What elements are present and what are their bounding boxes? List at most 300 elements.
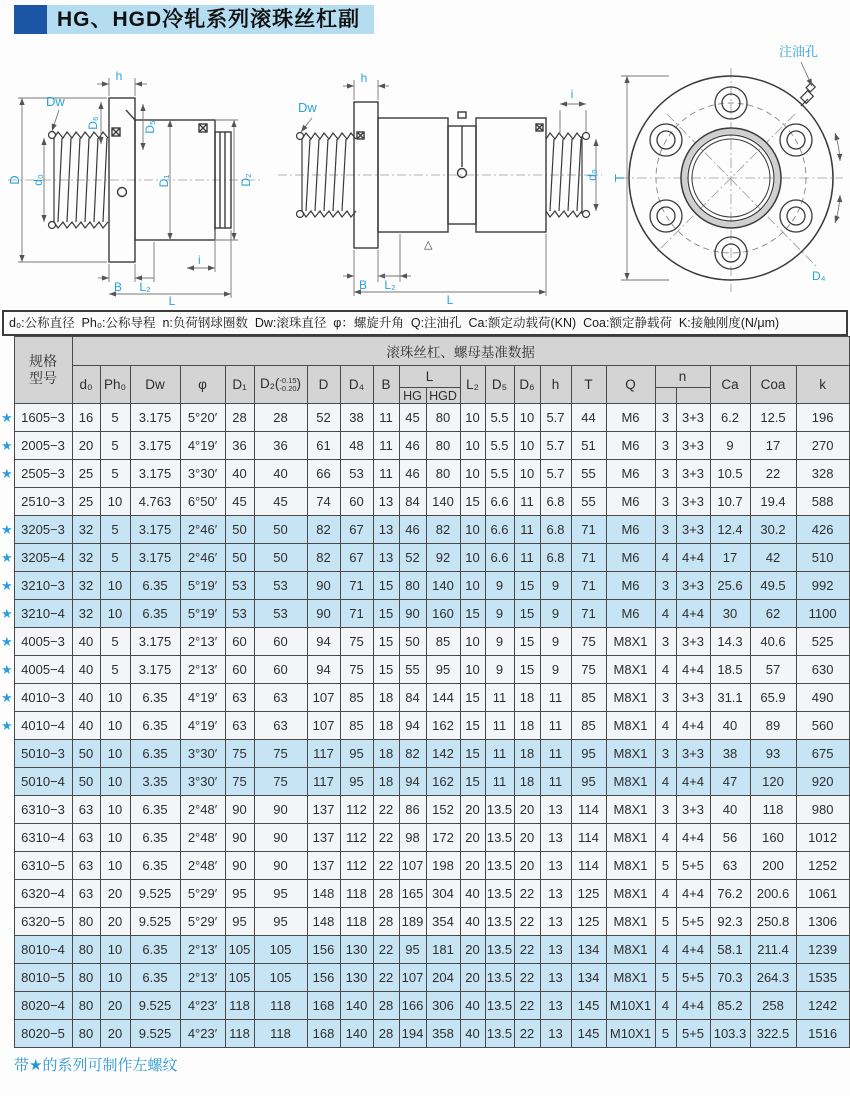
data-cell: 75 [225,740,254,768]
data-cell: 3.175 [130,404,180,432]
data-cell: 86 [399,796,426,824]
data-cell: 5.5 [485,460,514,488]
data-cell: 5.5 [485,432,514,460]
data-cell: 75 [571,628,606,656]
data-cell: 114 [571,824,606,852]
data-cell: 10 [100,768,130,796]
data-cell: 55 [571,460,606,488]
data-cell: 13 [540,796,571,824]
data-cell: 20 [460,964,485,992]
data-cell: 490 [796,684,849,712]
data-cell: 5 [655,964,676,992]
data-cell: 11 [514,516,540,544]
data-cell: 160 [750,824,796,852]
data-cell: 9 [485,628,514,656]
data-cell: 189 [399,908,426,936]
table-row [1,460,849,488]
drawing-double-nut-side-view [274,40,604,306]
data-cell: 71 [571,572,606,600]
data-cell: 3+3 [676,740,710,768]
table-row [1,992,849,1020]
header-n-sub2 [676,388,710,404]
data-cell: 140 [426,488,460,516]
data-cell: 6.35 [130,824,180,852]
data-cell: 6.35 [130,740,180,768]
data-cell: 4°19′ [180,684,225,712]
model-cell: 3210−4 [14,600,72,628]
data-cell: 1252 [796,852,849,880]
data-cell: 10 [460,516,485,544]
data-cell: 140 [426,572,460,600]
data-cell: 6.8 [540,544,571,572]
data-cell: 142 [426,740,460,768]
data-cell: 95 [225,908,254,936]
data-cell: 3+3 [676,628,710,656]
data-cell: 40.6 [750,628,796,656]
data-cell: M6 [606,600,655,628]
data-cell: 95 [254,880,307,908]
data-cell: 85 [571,712,606,740]
data-cell: 12.4 [710,516,750,544]
data-cell: 57 [750,656,796,684]
data-cell: 11 [373,432,399,460]
data-cell: 89 [750,712,796,740]
table-row [1,628,849,656]
data-cell: 144 [426,684,460,712]
data-cell: 6.35 [130,684,180,712]
data-cell: 80 [426,460,460,488]
data-cell: 10.7 [710,488,750,516]
data-cell: 117 [307,768,340,796]
data-cell: 25 [72,488,100,516]
data-cell: 4°19′ [180,712,225,740]
data-cell: 22 [750,460,796,488]
data-cell: 50 [72,740,100,768]
table-row [1,908,849,936]
data-cell: 196 [796,404,849,432]
data-cell: 70.3 [710,964,750,992]
data-cell: 107 [399,852,426,880]
data-cell: 4+4 [676,656,710,684]
data-cell: 18 [514,712,540,740]
grease-nipple [801,83,816,106]
data-cell: 172 [426,824,460,852]
data-cell: 3+3 [676,796,710,824]
table-row [1,516,849,544]
data-cell: 3+3 [676,572,710,600]
data-cell: 20 [100,908,130,936]
data-cell: 11 [514,488,540,516]
data-cell: M6 [606,488,655,516]
model-cell: 2505−3 [14,460,72,488]
data-cell: 107 [307,684,340,712]
data-cell: M8X1 [606,656,655,684]
data-cell: 9 [485,600,514,628]
data-cell: 630 [796,656,849,684]
data-cell: 13.5 [485,908,514,936]
data-cell: 328 [796,460,849,488]
data-cell: 10 [100,964,130,992]
star-gutter [1,337,14,404]
data-cell: 13 [373,544,399,572]
header-l-hg: HG [399,388,426,404]
data-cell: M8X1 [606,628,655,656]
table-row [1,544,849,572]
data-cell: 145 [571,1020,606,1048]
data-cell: 13.5 [485,1020,514,1048]
table-row [1,964,849,992]
data-cell: 80 [72,1020,100,1048]
data-cell: 13 [540,852,571,880]
data-cell: 22 [373,824,399,852]
data-cell: 5+5 [676,852,710,880]
data-cell: 10 [460,572,485,600]
header-ph0: Ph₀ [100,366,130,404]
data-cell: 3.175 [130,656,180,684]
header-n: n [655,366,710,388]
data-cell: 10 [100,796,130,824]
data-cell: 6.35 [130,852,180,880]
data-cell: 3°30′ [180,740,225,768]
data-cell: 75 [340,628,373,656]
data-cell: 95 [571,768,606,796]
table-row [1,880,849,908]
data-cell: 63 [72,852,100,880]
data-cell: 4+4 [676,824,710,852]
data-cell: 15 [460,488,485,516]
header-d2 [254,366,307,404]
data-cell: 44 [571,404,606,432]
data-cell: 15 [373,572,399,600]
data-cell: 40 [460,992,485,1020]
data-cell: 112 [340,796,373,824]
data-cell: 3 [655,432,676,460]
data-cell: 3 [655,572,676,600]
data-cell: 71 [340,572,373,600]
data-cell: 4+4 [676,880,710,908]
data-cell: 55 [399,656,426,684]
dim-label-l2: L₂ [384,278,396,292]
model-cell: 8010−5 [14,964,72,992]
data-cell: 168 [307,1020,340,1048]
oil-port-label: 注油孔 [779,44,819,59]
model-cell: 6310−5 [14,852,72,880]
data-cell: 5 [100,516,130,544]
data-cell: M8X1 [606,852,655,880]
data-cell: 95 [571,740,606,768]
data-cell: 95 [399,936,426,964]
data-cell: 4 [655,600,676,628]
model-cell: 8020−4 [14,992,72,1020]
star-marker [1,488,14,516]
data-cell: M8X1 [606,964,655,992]
data-cell: 85 [426,628,460,656]
data-cell: 32 [72,544,100,572]
data-cell: 103.3 [710,1020,750,1048]
data-cell: 90 [254,852,307,880]
data-cell: 11 [540,712,571,740]
data-cell: 4 [655,824,676,852]
data-cell: 3+3 [676,460,710,488]
data-cell: 74 [307,488,340,516]
header-group: 滚珠丝杠、螺母基准数据 [72,337,849,366]
data-cell: 510 [796,544,849,572]
data-cell: 3.175 [130,460,180,488]
data-cell: 105 [254,964,307,992]
data-cell: 194 [399,1020,426,1048]
data-cell: 5 [100,656,130,684]
data-cell: M8X1 [606,796,655,824]
dim-label-h: h [360,71,368,85]
data-cell: M6 [606,572,655,600]
data-cell: 4.763 [130,488,180,516]
data-cell: 49.5 [750,572,796,600]
data-cell: 1535 [796,964,849,992]
dim-label-h: h [115,69,123,83]
star-marker [1,852,14,880]
data-cell: 5°20′ [180,404,225,432]
data-cell: 94 [399,768,426,796]
data-cell: M6 [606,516,655,544]
data-cell: 98 [399,824,426,852]
data-cell: 40 [710,712,750,740]
header-d: D [307,366,340,404]
data-cell: 5+5 [676,964,710,992]
data-cell: 94 [307,628,340,656]
data-cell: 13 [540,1020,571,1048]
header-dw: Dw [130,366,180,404]
data-cell: 9 [540,600,571,628]
data-cell: 5°29′ [180,880,225,908]
data-cell: 3.175 [130,432,180,460]
data-cell: 28 [373,1020,399,1048]
data-cell: 71 [340,600,373,628]
data-cell: 11 [540,768,571,796]
table-row [1,768,849,796]
model-cell: 8020−5 [14,1020,72,1048]
data-cell: 13 [373,516,399,544]
dim-label-l2: L₂ [139,280,151,294]
data-cell: 20 [460,796,485,824]
star-marker: ★ [1,465,13,481]
data-cell: 11 [373,404,399,432]
data-cell: 18 [373,684,399,712]
data-cell: 145 [571,992,606,1020]
data-cell: 3 [655,404,676,432]
star-marker [1,824,14,852]
data-cell: 10 [460,628,485,656]
data-cell: 4°23′ [180,1020,225,1048]
data-cell: 6.6 [485,516,514,544]
data-cell: 2°13′ [180,628,225,656]
double-nut-body [378,112,546,232]
data-cell: 50 [254,544,307,572]
header-d6: D₆ [514,366,540,404]
data-cell: 60 [254,628,307,656]
model-cell: 4010−3 [14,684,72,712]
star-marker: ★ [1,689,13,705]
data-cell: 15 [460,712,485,740]
data-cell: 5.7 [540,460,571,488]
data-cell: 85 [571,684,606,712]
data-cell: 13 [540,824,571,852]
data-cell: 156 [307,936,340,964]
data-cell: 28 [254,404,307,432]
data-cell: 93 [750,740,796,768]
data-cell: 3.175 [130,628,180,656]
data-cell: 306 [426,992,460,1020]
model-cell: 6320−4 [14,880,72,908]
data-cell: 92 [426,544,460,572]
data-cell: 3.175 [130,544,180,572]
data-cell: 32 [72,516,100,544]
data-cell: 22 [514,908,540,936]
star-marker: ★ [1,661,13,677]
data-cell: 48 [340,432,373,460]
model-cell: 3210−3 [14,572,72,600]
data-cell: 588 [796,488,849,516]
data-cell: 90 [307,600,340,628]
data-cell: 85.2 [710,992,750,1020]
data-cell: 4+4 [676,936,710,964]
data-cell: 5.7 [540,404,571,432]
data-cell: 17 [710,544,750,572]
data-cell: 140 [340,992,373,1020]
data-cell: 90 [225,852,254,880]
dim-label-d5: D₅ [143,120,157,134]
data-cell: 3.35 [130,768,180,796]
data-cell: 75 [225,768,254,796]
data-cell: M6 [606,460,655,488]
data-cell: 10 [460,544,485,572]
data-cell: 22 [373,852,399,880]
data-cell: 52 [399,544,426,572]
data-cell: 22 [373,964,399,992]
header-b: B [373,366,399,404]
data-cell: 5.7 [540,432,571,460]
data-cell: 304 [426,880,460,908]
header-ca: Ca [710,366,750,404]
star-marker [1,1020,14,1048]
data-cell: 9 [540,572,571,600]
data-cell: 2°46′ [180,516,225,544]
model-cell: 5010−4 [14,768,72,796]
data-cell: M8X1 [606,880,655,908]
data-cell: 22 [514,1020,540,1048]
table-row [1,488,849,516]
star-marker [1,740,14,768]
data-cell: 90 [254,796,307,824]
data-cell: 36 [254,432,307,460]
data-cell: M6 [606,544,655,572]
header-l: L [399,366,460,388]
data-cell: 82 [399,740,426,768]
data-cell: 28 [225,404,254,432]
dim-label-d: D [7,175,22,185]
header-model-line1: 规格 [29,353,57,369]
data-cell: 50 [399,628,426,656]
data-cell: 4+4 [676,600,710,628]
data-cell: 13 [540,908,571,936]
data-cell: 20 [100,1020,130,1048]
data-cell: 118 [254,1020,307,1048]
data-cell: 84 [399,684,426,712]
data-cell: 4 [655,712,676,740]
data-cell: 10 [460,432,485,460]
data-cell: 162 [426,768,460,796]
dim-label-d4: D₄ [812,269,826,283]
data-cell: 75 [254,740,307,768]
data-cell: 6.35 [130,572,180,600]
data-cell: 5°29′ [180,908,225,936]
data-cell: M6 [606,432,655,460]
data-cell: 258 [750,992,796,1020]
model-cell: 3205−3 [14,516,72,544]
data-cell: 10 [514,404,540,432]
data-cell: 10 [100,488,130,516]
data-cell: 4+4 [676,544,710,572]
data-cell: 45 [399,404,426,432]
star-marker [1,796,14,824]
data-cell: 61 [307,432,340,460]
data-cell: 4+4 [676,992,710,1020]
data-cell: 40 [72,628,100,656]
data-cell: 10 [100,852,130,880]
page-title: HG、HGD冷轧系列滚珠丝杠副 [47,5,374,34]
data-cell: 9.525 [130,908,180,936]
data-cell: 211.4 [750,936,796,964]
data-cell: 15 [460,600,485,628]
data-cell: 28 [373,992,399,1020]
data-cell: 66 [307,460,340,488]
header-d2-symbol: D₂( [259,376,280,392]
data-cell: 63 [254,684,307,712]
data-cell: 95 [426,656,460,684]
data-cell: 71 [571,516,606,544]
data-cell: 13 [540,992,571,1020]
data-cell: M8X1 [606,684,655,712]
data-cell: 15 [460,740,485,768]
center-lines [619,68,843,292]
data-cell: 6°50′ [180,488,225,516]
data-cell: 53 [225,572,254,600]
data-cell: 22 [514,880,540,908]
data-cell: 13.5 [485,936,514,964]
model-cell: 4005−3 [14,628,72,656]
header-k: k [796,366,849,404]
data-cell: 18 [514,740,540,768]
data-cell: 11 [514,544,540,572]
data-cell: 11 [485,740,514,768]
data-cell: 55 [571,488,606,516]
data-cell: 80 [426,404,460,432]
data-cell: 11 [485,768,514,796]
data-cell: 30.2 [750,516,796,544]
data-cell: 4 [655,656,676,684]
header-t: T [571,366,606,404]
header-model [14,337,72,404]
data-cell: 11 [485,712,514,740]
data-cell: 47 [710,768,750,796]
header-l-hgd: HGD [426,388,460,404]
data-cell: 82 [307,516,340,544]
data-cell: 165 [399,880,426,908]
data-cell: 134 [571,936,606,964]
data-cell: 15 [514,628,540,656]
data-cell: 38 [340,404,373,432]
data-cell: 82 [426,516,460,544]
star-marker [1,964,14,992]
